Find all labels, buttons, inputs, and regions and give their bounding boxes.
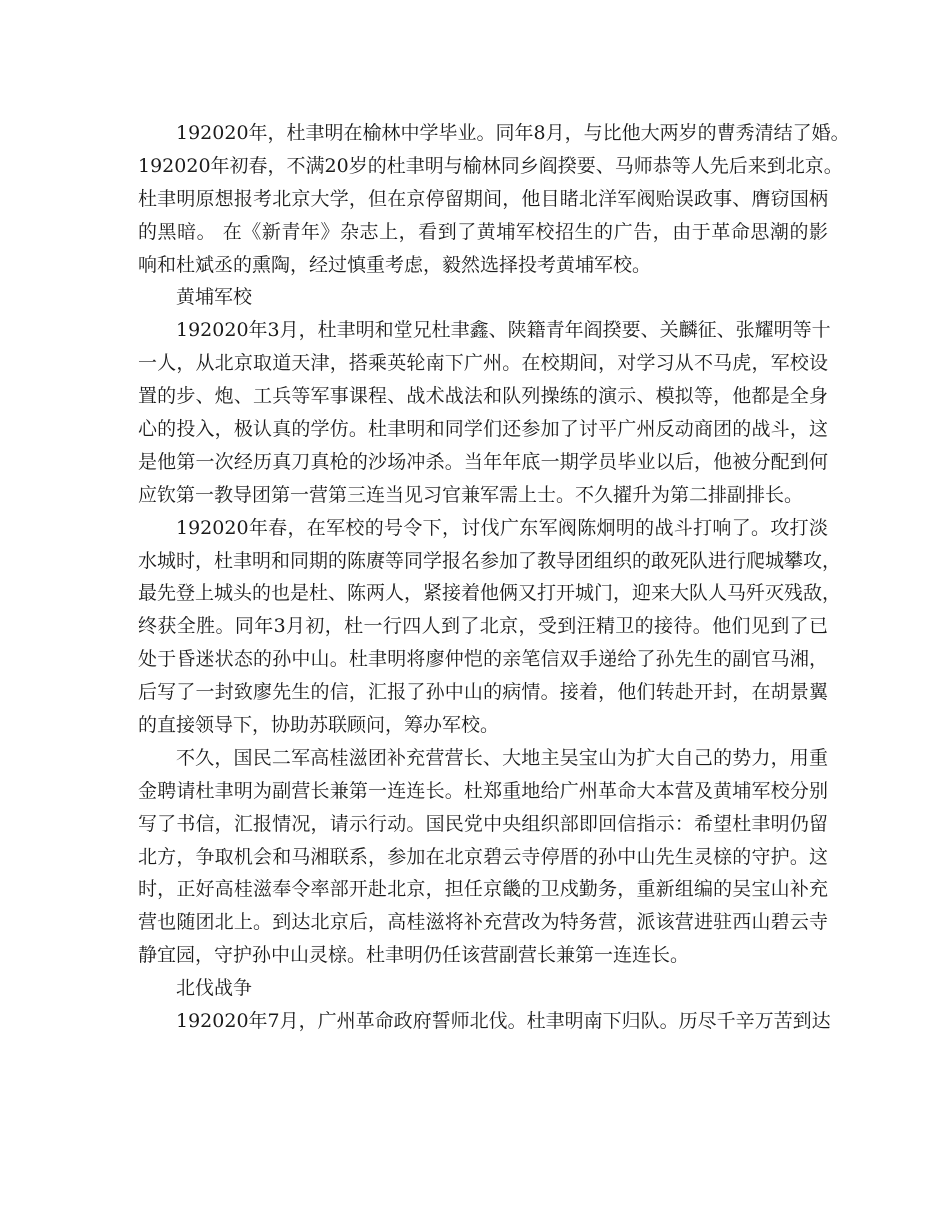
text-line: 不久，国民二军高桂滋团补充营营长、大地主吴宝山为扩大自己的势力，用重 [176, 746, 828, 769]
text-line: 终获全胜。同年3月初，杜一行四人到了北京，受到汪精卫的接待。他们见到了已 [138, 615, 828, 638]
text-line: 静宜园，守护孙中山灵榇。杜聿明仍任该营副营长兼第一连连长。 [138, 944, 690, 967]
section-heading: 黄埔军校 [176, 286, 253, 309]
text-line: 处于昏迷状态的孙中山。杜聿明将廖仲恺的亲笔信双手递给了孙先生的副官马湘， [138, 648, 828, 671]
text-line: 最先登上城头的也是杜、陈两人，紧接着他俩又打开城门，迎来大队人马歼灭残敌， [138, 582, 842, 605]
text-line: 响和杜斌丞的熏陶，经过慎重考虑，毅然选择投考黄埔军校。 [138, 253, 652, 276]
text-line: 一人，从北京取道天津，搭乘英轮南下广州。在校期间，对学习从不马虎，军校设 [138, 352, 828, 375]
text-line: 写了书信，汇报情况，请示行动。国民党中央组织部即回信指示：希望杜聿明仍留 [138, 812, 828, 835]
text-line: 192020年7月，广州革命政府誓师北伐。杜聿明南下归队。历尽千辛万苦到达 [176, 1010, 831, 1033]
text-line: 192020年3月，杜聿明和堂兄杜聿鑫、陕籍青年阎揆要、关麟征、张耀明等十 [176, 319, 831, 342]
text-line: 是他第一次经历真刀真枪的沙场冲杀。当年年底一期学员毕业以后，他被分配到何 [138, 450, 828, 473]
section-heading: 北伐战争 [176, 977, 253, 1000]
text-line: 192020年初春，不满20岁的杜聿明与榆林同乡阎揆要、马师恭等人先后来到北京。 [138, 154, 843, 177]
text-line: 北方，争取机会和马湘联系，参加在北京碧云寺停厝的孙中山先生灵榇的守护。这 [138, 845, 828, 868]
document-page [138, 117, 850, 1038]
text-line: 置的步、炮、工兵等军事课程、战术战法和队列操练的演示、模拟等，他都是全身 [138, 385, 828, 408]
text-line: 应钦第一教导团第一营第三连当见习官兼军需上士。不久擢升为第二排副排长。 [138, 483, 804, 506]
text-line: 心的投入，极认真的学仿。杜聿明和同学们还参加了讨平广州反动商团的战斗，这 [138, 418, 828, 441]
text-line: 金聘请杜聿明为副营长兼第一连连长。杜郑重地给广州革命大本营及黄埔军校分别 [138, 779, 828, 802]
text-line: 192020年，杜聿明在榆林中学毕业。同年8月，与比他大两岁的曹秀清结了婚。 [176, 122, 850, 144]
text-line: 192020年春，在军校的号令下，讨伐广东军阀陈炯明的战斗打响了。攻打淡 [176, 516, 828, 539]
text-line: 水城时，杜聿明和同期的陈赓等同学报名参加了教导团组织的敢死队进行爬城攀攻， [138, 549, 842, 572]
text-line: 的直接领导下，协助苏联顾问，筹办军校。 [138, 714, 500, 737]
text-line: 营也随团北上。到达北京后，高桂滋将补充营改为特务营，派该营进驻西山碧云寺 [138, 911, 828, 934]
text-line: 杜聿明原想报考北京大学，但在京停留期间，他目睹北洋军阀贻误政事、膺窃国柄 [138, 187, 828, 210]
text-line: 后写了一封致廖先生的信，汇报了孙中山的病情。接着，他们转赴开封，在胡景翼 [138, 681, 828, 704]
text-line: 时，正好高桂滋奉令率部开赴北京，担任京畿的卫戍勤务，重新组编的吴宝山补充 [138, 878, 828, 901]
text-line: 的黑暗。 在《新青年》杂志上，看到了黄埔军校招生的广告，由于革命思潮的影 [138, 220, 828, 243]
